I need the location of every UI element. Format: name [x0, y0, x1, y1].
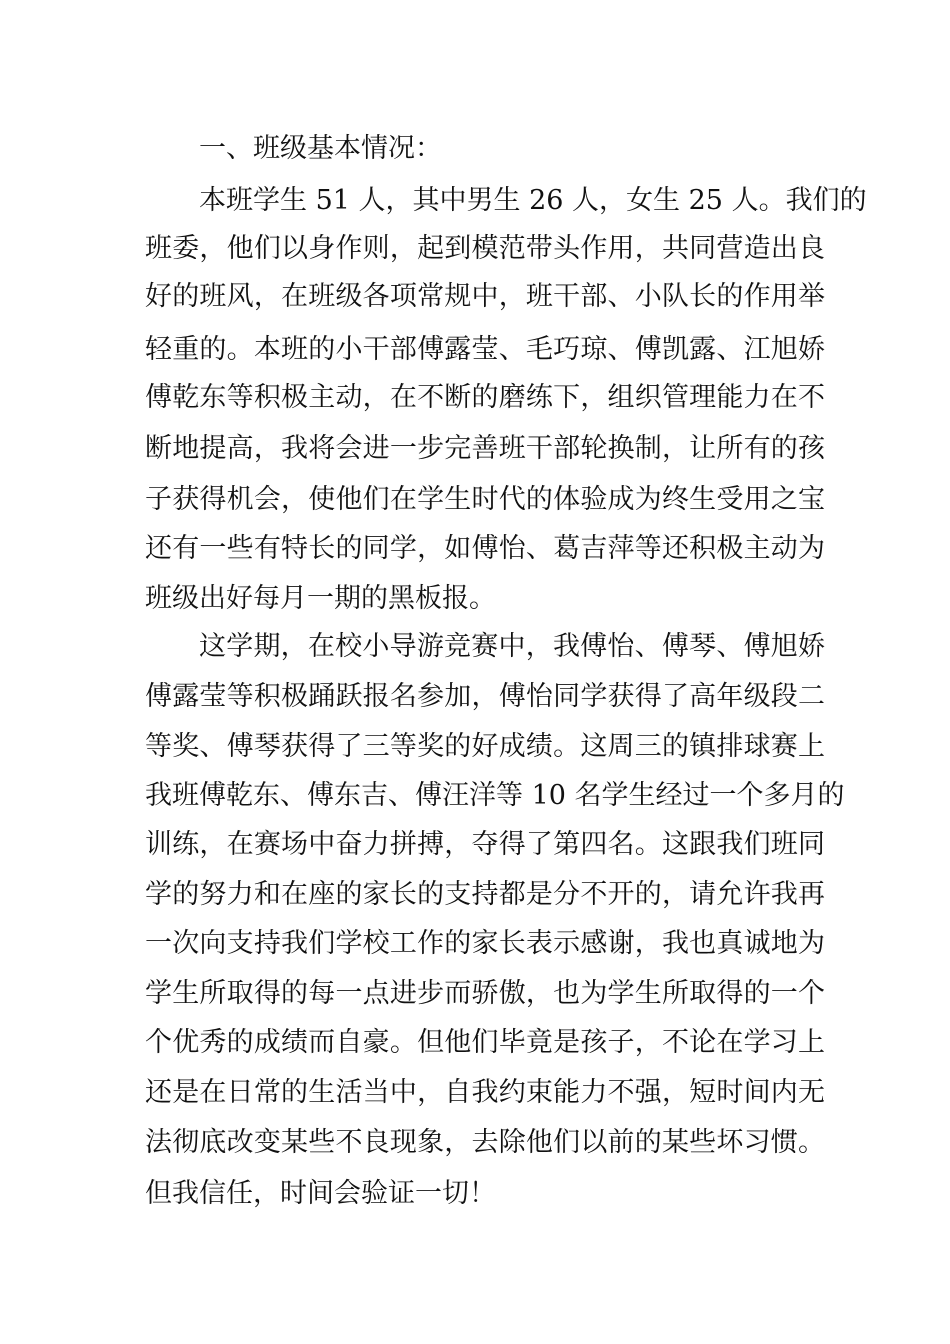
paragraph-line: 一次向支持我们学校工作的家长表示感谢，我也真诚地为 — [145, 928, 825, 959]
paragraph-line: 等奖、傅琴获得了三等奖的好成绩。这周三的镇排球赛上 — [145, 731, 825, 762]
paragraph-line: 傅露莹等积极踊跃报名参加，傅怡同学获得了高年级段二 — [145, 681, 825, 712]
paragraph-line: 学生所取得的每一点进步而骄傲，也为学生所取得的一个 — [145, 978, 825, 1009]
section-heading: 一、班级基本情况： — [199, 133, 442, 164]
paragraph-line: 还是在日常的生活当中，自我约束能力不强，短时间内无 — [145, 1077, 825, 1108]
paragraph-line: 子获得机会，使他们在学生时代的体验成为终生受用之宝 — [145, 484, 825, 515]
paragraph-line: 班委，他们以身作则，起到模范带头作用，共同营造出良 — [145, 233, 825, 264]
paragraph-line: 学的努力和在座的家长的支持都是分不开的，请允许我再 — [145, 879, 825, 910]
paragraph-line: 个优秀的成绩而自豪。但他们毕竟是孩子，不论在学习上 — [145, 1027, 825, 1058]
paragraph-line: 训练，在赛场中奋力拼搏，夺得了第四名。这跟我们班同 — [145, 829, 825, 860]
paragraph-line: 法彻底改变某些不良现象，去除他们以前的某些坏习惯。 — [145, 1127, 825, 1158]
paragraph-line: 断地提高，我将会进一步完善班干部轮换制，让所有的孩 — [145, 433, 825, 464]
paragraph-line: 还有一些有特长的同学，如傅怡、葛吉萍等还积极主动为 — [145, 533, 825, 564]
paragraph-line: 好的班风，在班级各项常规中，班干部、小队长的作用举 — [145, 281, 825, 312]
paragraph-line: 这学期，在校小导游竞赛中，我傅怡、傅琴、傅旭娇 — [199, 631, 825, 662]
paragraph-line: 我班傅乾东、傅东吉、傅汪洋等 10 名学生经过一个多月的 — [145, 780, 845, 811]
paragraph-line: 傅乾东等积极主动，在不断的磨练下，组织管理能力在不 — [145, 382, 825, 413]
paragraph-line: 轻重的。本班的小干部傅露莹、毛巧琼、傅凯露、江旭娇 — [145, 334, 825, 365]
paragraph-line: 本班学生 51 人，其中男生 26 人，女生 25 人。我们的 — [199, 185, 867, 216]
paragraph-line: 班级出好每月一期的黑板报。 — [145, 583, 496, 614]
paragraph-line: 但我信任，时间会验证一切！ — [145, 1178, 496, 1209]
